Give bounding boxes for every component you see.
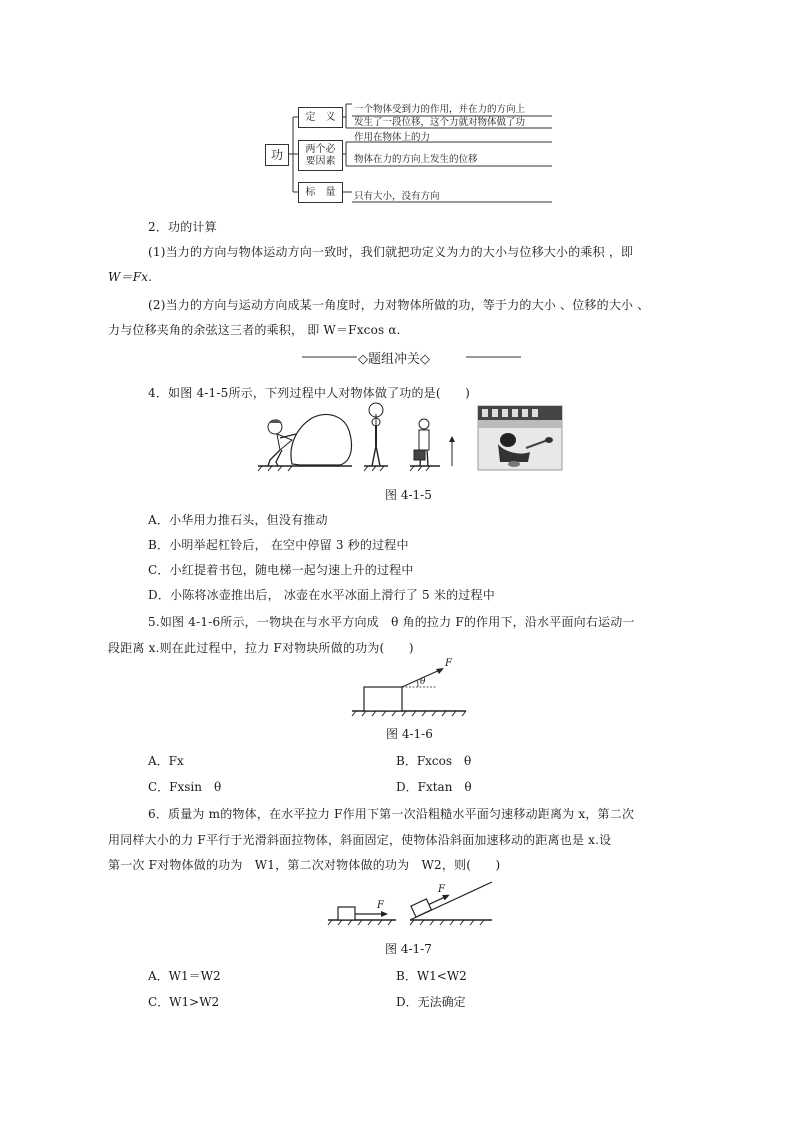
q5-stem-line2: 段距离 x.则在此过程中，拉力 F对物块所做的功为( ) xyxy=(108,641,414,655)
group-header-text: ◇题组冲关◇ xyxy=(358,352,430,367)
scalar-text: 只有大小，没有方向 xyxy=(354,191,440,202)
q6-option-c: C．W1>W2 xyxy=(148,995,220,1009)
concept-root-label: 功 xyxy=(270,148,283,162)
q6-stem-line3: 第一次 F对物体做的功为 W1，第二次对物体做的功为 W2，则( ) xyxy=(108,858,501,872)
q5-option-d: D．Fxtan θ xyxy=(396,780,472,794)
q4-stem: 4．如图 4-1-5所示，下列过程中人对物体做了功的是( ) xyxy=(148,386,471,400)
q5-option-a: A．Fx xyxy=(148,754,184,768)
factor-text-2: 物体在力的方向上发生的位移 xyxy=(354,154,478,165)
branch-factors-label-line1: 两个必 xyxy=(305,143,336,155)
group-header-rules xyxy=(0,0,794,400)
q6-option-a: A．W1＝W2 xyxy=(148,969,221,983)
factor-text-1: 作用在物体上的力 xyxy=(354,132,431,143)
q6-figure-caption: 图 4-1-7 xyxy=(385,942,432,956)
q4-option-a: A．小华用力推石头，但没有推动 xyxy=(148,513,328,527)
section2-p1-formula: W＝Fx. xyxy=(108,270,153,284)
q4-figure-caption: 图 4-1-5 xyxy=(385,488,432,502)
section2-p1-line1: (1)当力的方向与物体运动方向一致时，我们就把功定义为力的大小与位移大小的乘积 ，即 xyxy=(148,245,634,259)
q4-fig-panel-curling xyxy=(478,406,562,470)
section2-p2-line2: 力与位移夹角的余弦这三者的乘积， 即 W＝Fxcos α. xyxy=(108,323,401,337)
q5-fig-label-theta: θ xyxy=(420,677,426,687)
definition-text-2: 发生了一段位移，这个力就对物体做了功 xyxy=(354,117,526,128)
q5-figure xyxy=(0,660,794,720)
q4-figure xyxy=(0,404,794,484)
q4-fig-panel-barbell xyxy=(364,403,388,471)
branch-factors-label-line2: 要因素 xyxy=(305,155,336,167)
q6-fig-label-F1: F xyxy=(377,900,384,911)
branch-scalar-label: 标 量 xyxy=(305,186,336,198)
q5-figure-caption: 图 4-1-6 xyxy=(386,727,433,741)
q6-option-b: B．W1<W2 xyxy=(396,969,467,983)
q5-stem-line1: 5.如图 4-1-6所示，一物块在与水平方向成 θ 角的拉力 F的作用下，沿水平面向右运动一 xyxy=(148,615,635,629)
q5-fig-label-F: F xyxy=(445,658,452,669)
q4-option-c: C．小红提着书包，随电梯一起匀速上升的过程中 xyxy=(148,563,414,577)
q4-fig-panel-push-rock xyxy=(258,415,352,471)
q5-option-b: B．Fxcos θ xyxy=(396,754,472,768)
q6-stem-line2: 用同样大小的力 F平行于光滑斜面拉物体，斜面固定，使物体沿斜面加速移动的距离也是 x.设 xyxy=(108,833,612,847)
q4-option-d: D．小陈将冰壶推出后， 冰壶在水平冰面上滑行了 5 米的过程中 xyxy=(148,588,495,602)
section2-title: 2．功的计算 xyxy=(148,220,217,234)
q4-fig-panel-schoolbag xyxy=(410,419,455,471)
section2-p2-line1: (2)当力的方向与运动方向成某一角度时，力对物体所做的功，等于力的大小 、位移的大小 、 xyxy=(148,298,650,312)
q6-figure xyxy=(0,874,794,934)
q6-fig-label-F2: F xyxy=(438,884,445,895)
q4-option-b: B．小明举起杠铃后， 在空中停留 3 秒的过程中 xyxy=(148,538,409,552)
definition-text-1: 一个物体受到力的作用，并在力的方向上 xyxy=(354,104,526,115)
q5-option-c: C．Fxsin θ xyxy=(148,780,222,794)
branch-definition-label: 定 义 xyxy=(305,111,336,123)
q6-option-d: D．无法确定 xyxy=(396,995,466,1009)
q6-stem-line1: 6．质量为 m的物体，在水平拉力 F作用下第一次沿粗糙水平面匀速移动距离为 x，第二次 xyxy=(148,807,635,821)
